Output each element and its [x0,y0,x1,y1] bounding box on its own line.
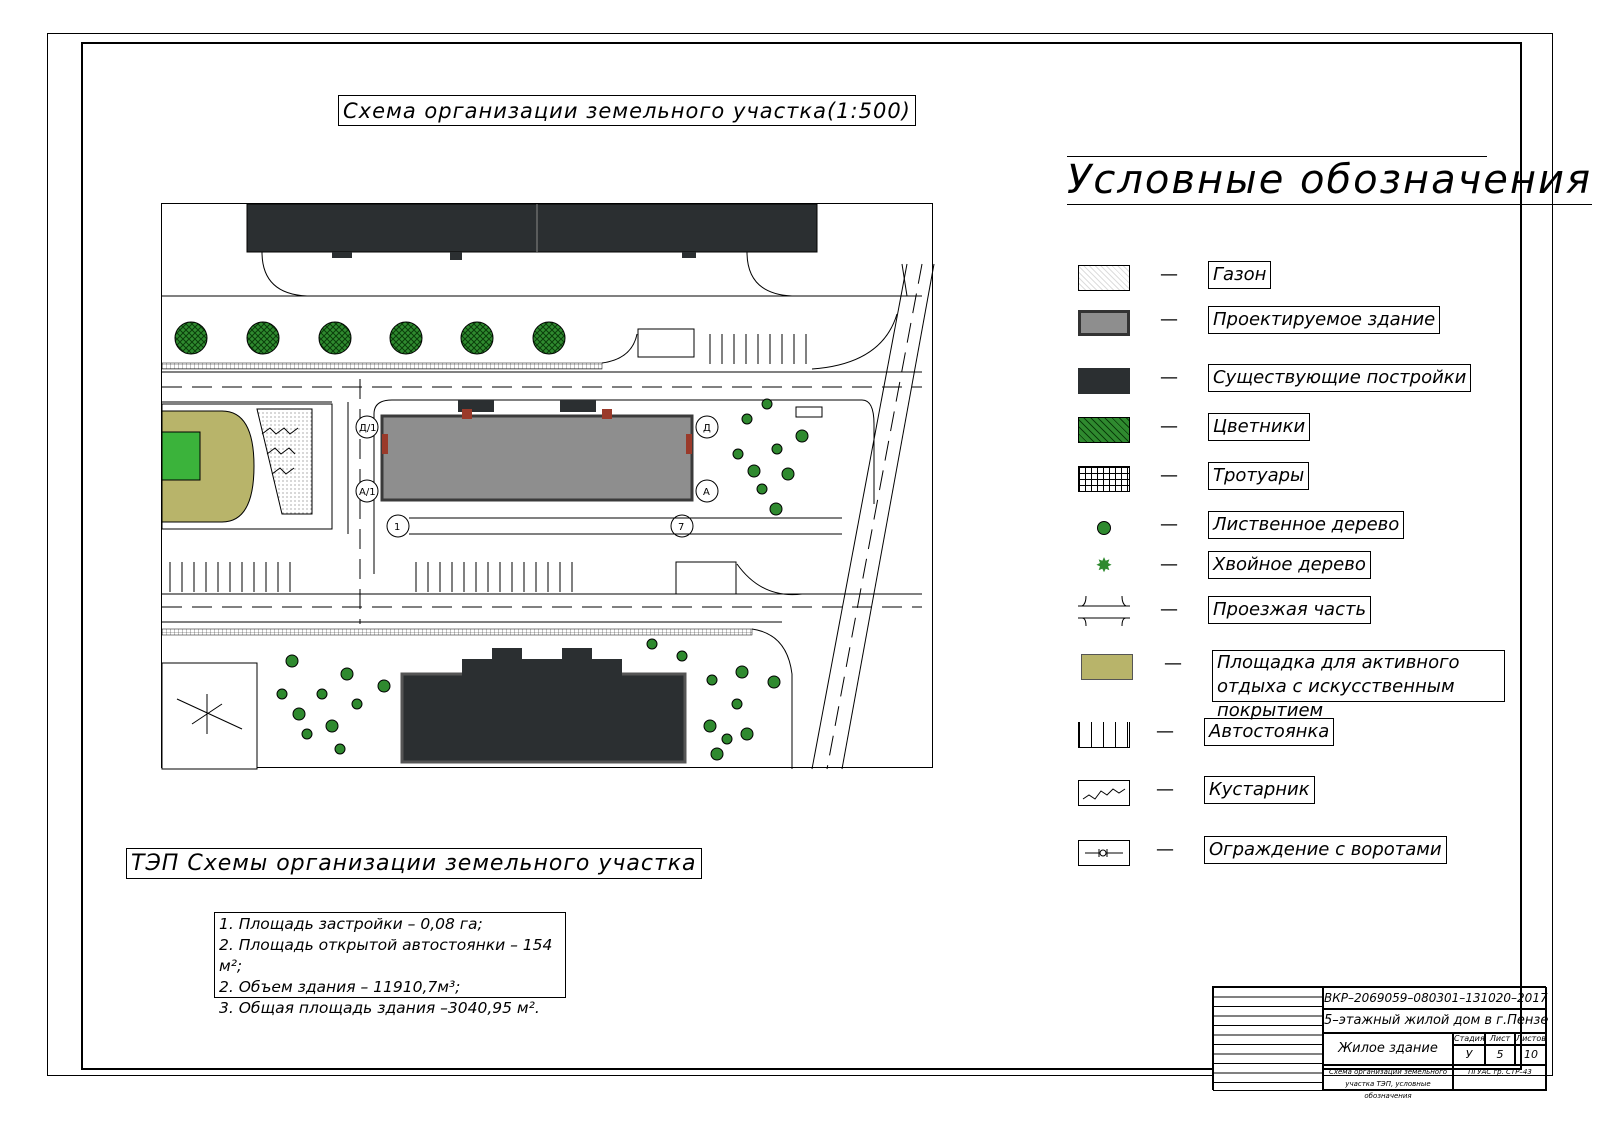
axis-label: Д/1 [359,423,377,434]
site-plan-drawing [162,204,934,769]
existing-building-south [402,648,685,762]
tep-item: 2. Объем здания – 11910,7м³; [219,978,461,996]
legend-dash: — [1160,309,1178,330]
designed-building-icon [1078,310,1130,336]
legend-dash: — [1160,599,1178,620]
legend-dash: — [1160,367,1178,388]
legend-dash: — [1156,779,1174,800]
sheet-description: Схема организации земельного участка ТЭП, условные обозначения [1323,1065,1453,1091]
legend-dash: — [1164,653,1182,674]
plan-title: Схема организации земельного участка(1:500) [338,95,916,126]
axis-label: А/1 [359,487,376,498]
axis-label: А [703,487,710,498]
tep-item: 1. Площадь застройки – 0,08 га; [219,915,483,933]
axis-label: Д [703,423,711,434]
title-block [1212,986,1549,1100]
site-plan [161,203,933,768]
roadway-icon [1078,596,1130,626]
sheets-value: 10 [1515,1045,1547,1065]
tep-item: 2. Площадь открытой автостоянки – 154 м²; [219,936,553,975]
sheet-header: Лист [1485,1033,1515,1045]
legend-label: Кустарник [1204,776,1315,804]
tep-item: 3. Общая площадь здания –3040,95 м². [219,999,540,1017]
legend-label: Хвойное дерево [1208,551,1371,579]
legend-label: Газон [1208,261,1271,289]
legend-label: Автостоянка [1204,718,1334,746]
existing-building-icon [1078,368,1130,394]
flowerbed-row [175,322,565,354]
designed-building [382,400,692,500]
legend-dash: — [1160,416,1178,437]
conifer-tree-icon: ✸ [1095,553,1113,577]
parking-icon [1078,722,1130,748]
sidewalk-icon [1078,466,1130,492]
axis-label: 7 [678,522,685,533]
legend-label: Проектируемое здание [1208,306,1440,334]
sheet-value: 5 [1485,1045,1515,1065]
sports-ground [162,404,332,529]
legend-dash: — [1160,264,1178,285]
deciduous-tree-icon [1097,521,1111,535]
object-name: Жилое здание [1323,1033,1453,1065]
sports-ground-icon [1081,654,1133,680]
parking-south [170,562,736,594]
legend-label: Тротуары [1208,462,1309,490]
legend-label: Площадка для активного отдыха с искусственным покрытием [1212,650,1505,702]
legend-dash: — [1160,465,1178,486]
organization: ПГУАС гр. СТР–43 [1453,1065,1547,1091]
legend-dash: — [1156,839,1174,860]
stage-header: Стадия [1454,1034,1485,1043]
document-code: ВКР–2069059–080301–131020–2017 [1323,987,1547,1009]
parking-north [638,329,806,364]
axis-label: 1 [394,522,401,533]
legend-label: Цветники [1208,413,1310,441]
stage-value: У [1453,1045,1485,1065]
tep-title: ТЭП Схемы организации земельного участка [126,848,702,879]
tep-list [214,912,566,1017]
legend-title: Условные обозначения [1067,157,1593,203]
legend-label: Лиственное дерево [1208,511,1404,539]
sheets-header: Листов [1516,1034,1546,1043]
shrub-icon [1078,780,1130,806]
legend-dash: — [1156,721,1174,742]
legend-dash: — [1160,554,1178,575]
fence-gate-icon [1078,840,1130,866]
flowerbed-icon [1078,417,1130,443]
legend-label: Существующие постройки [1208,364,1471,392]
legend-label: Проезжая часть [1208,596,1371,624]
legend-dash: — [1160,514,1178,535]
signatures-table [1213,987,1323,1091]
lawn-icon [1078,265,1130,291]
project-name: 5–этажный жилой дом в г.Пензе [1323,1009,1547,1033]
legend-label: Ограждение с воротами [1204,836,1447,864]
existing-building-north [247,204,817,260]
